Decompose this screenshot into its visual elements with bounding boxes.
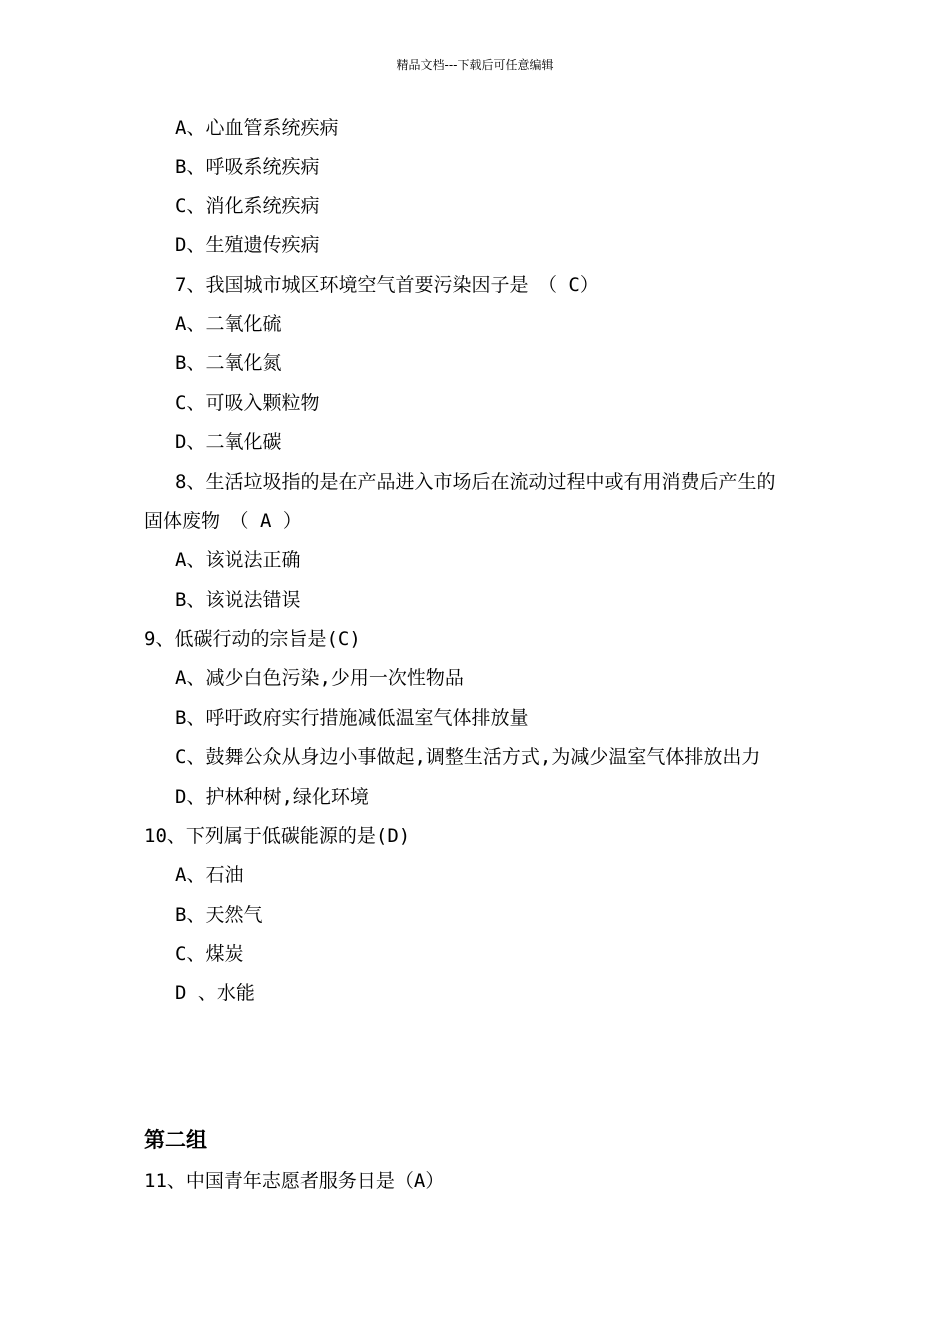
option-6c: C、消化系统疾病: [175, 195, 320, 217]
question-8-continued: 固体废物 （ A ）: [144, 510, 302, 532]
option-6a: A、心血管系统疾病: [175, 117, 339, 139]
option-10d: D 、水能: [175, 982, 255, 1004]
option-7d: D、二氧化碳: [175, 431, 282, 453]
question-11: 11、中国青年志愿者服务日是（A）: [144, 1170, 445, 1192]
option-9b: B、呼吁政府实行措施减低温室气体排放量: [175, 707, 529, 729]
option-9c: C、鼓舞公众从身边小事做起,调整生活方式,为减少温室气体排放出力: [175, 746, 761, 768]
option-7b: B、二氧化氮: [175, 352, 282, 374]
option-10a: A、石油: [175, 864, 244, 886]
option-6d: D、生殖遗传疾病: [175, 234, 320, 256]
section-title: 第二组: [144, 1128, 207, 1152]
option-8b: B、该说法错误: [175, 589, 301, 611]
option-10b: B、天然气: [175, 904, 263, 926]
option-9a: A、减少白色污染,少用一次性物品: [175, 667, 464, 689]
question-7: 7、我国城市城区环境空气首要污染因子是 （ C）: [175, 274, 599, 296]
option-7a: A、二氧化硫: [175, 313, 282, 335]
page-header: 精品文档---下载后可任意编辑: [396, 58, 554, 72]
question-9: 9、低碳行动的宗旨是(C): [144, 628, 361, 650]
option-7c: C、可吸入颗粒物: [175, 392, 320, 414]
question-8: 8、生活垃圾指的是在产品进入市场后在流动过程中或有用消费后产生的: [175, 471, 776, 493]
option-9d: D、护林种树,绿化环境: [175, 786, 369, 808]
option-6b: B、呼吸系统疾病: [175, 156, 320, 178]
option-8a: A、该说法正确: [175, 549, 301, 571]
option-10c: C、煤炭: [175, 943, 244, 965]
question-10: 10、下列属于低碳能源的是(D): [144, 825, 411, 847]
